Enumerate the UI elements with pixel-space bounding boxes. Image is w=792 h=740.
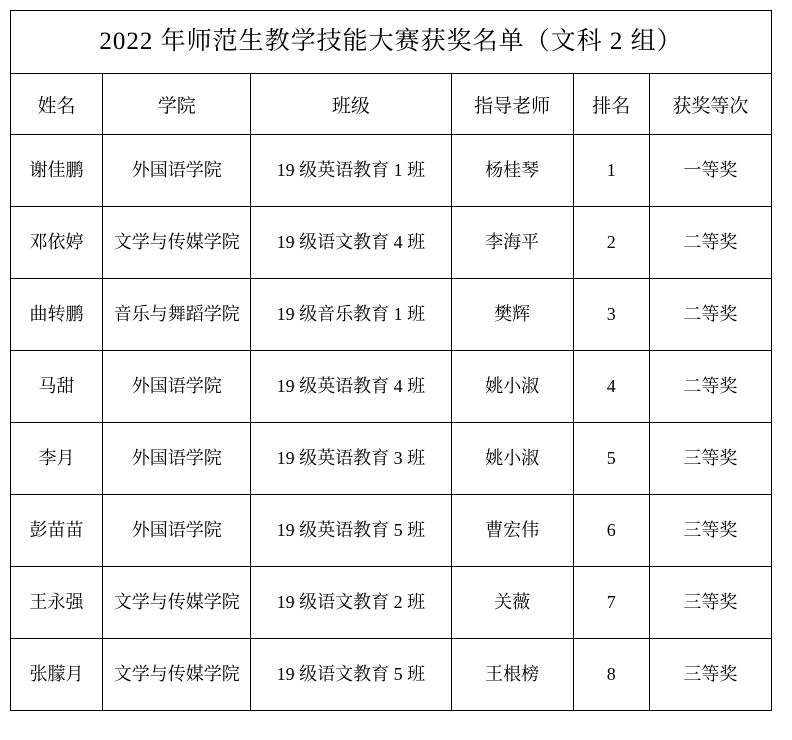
cell-teacher: 姚小淑 bbox=[451, 423, 573, 495]
table-row bbox=[11, 567, 772, 639]
cell-prize: 二等奖 bbox=[649, 207, 771, 279]
cell-rank: 4 bbox=[573, 351, 649, 423]
cell-teacher: 樊辉 bbox=[451, 279, 573, 351]
cell-rank: 2 bbox=[573, 207, 649, 279]
cell-prize: 三等奖 bbox=[649, 567, 771, 639]
cell-class: 19 级英语教育 1 班 bbox=[251, 135, 451, 207]
cell-class: 19 级语文教育 2 班 bbox=[251, 567, 451, 639]
page-title: 2022 年师范生教学技能大赛获奖名单（文科 2 组） bbox=[11, 11, 772, 74]
cell-name: 邓依婷 bbox=[11, 207, 103, 279]
cell-rank: 8 bbox=[573, 639, 649, 711]
cell-class: 19 级英语教育 4 班 bbox=[251, 351, 451, 423]
cell-class: 19 级语文教育 5 班 bbox=[251, 639, 451, 711]
column-header-rank: 排名 bbox=[573, 74, 649, 135]
table-row bbox=[11, 639, 772, 711]
cell-teacher: 李海平 bbox=[451, 207, 573, 279]
cell-college: 外国语学院 bbox=[103, 495, 251, 567]
cell-prize: 二等奖 bbox=[649, 279, 771, 351]
cell-college: 文学与传媒学院 bbox=[103, 567, 251, 639]
cell-college: 外国语学院 bbox=[103, 423, 251, 495]
cell-class: 19 级英语教育 5 班 bbox=[251, 495, 451, 567]
cell-name: 张朦月 bbox=[11, 639, 103, 711]
table-row bbox=[11, 351, 772, 423]
cell-name: 曲转鹏 bbox=[11, 279, 103, 351]
cell-college: 文学与传媒学院 bbox=[103, 207, 251, 279]
column-header-prize: 获奖等次 bbox=[649, 74, 771, 135]
cell-college: 外国语学院 bbox=[103, 351, 251, 423]
cell-college: 文学与传媒学院 bbox=[103, 639, 251, 711]
cell-class: 19 级英语教育 3 班 bbox=[251, 423, 451, 495]
column-header-name: 姓名 bbox=[11, 74, 103, 135]
cell-name: 马甜 bbox=[11, 351, 103, 423]
cell-teacher: 姚小淑 bbox=[451, 351, 573, 423]
cell-rank: 1 bbox=[573, 135, 649, 207]
cell-rank: 7 bbox=[573, 567, 649, 639]
cell-rank: 5 bbox=[573, 423, 649, 495]
cell-prize: 三等奖 bbox=[649, 423, 771, 495]
award-list-table bbox=[10, 10, 772, 711]
column-header-college: 学院 bbox=[103, 74, 251, 135]
table-row bbox=[11, 279, 772, 351]
column-header-teacher: 指导老师 bbox=[451, 74, 573, 135]
table-row bbox=[11, 135, 772, 207]
table-title-row bbox=[11, 11, 772, 74]
cell-name: 彭苗苗 bbox=[11, 495, 103, 567]
cell-college: 外国语学院 bbox=[103, 135, 251, 207]
cell-prize: 三等奖 bbox=[649, 495, 771, 567]
table-row bbox=[11, 495, 772, 567]
cell-prize: 三等奖 bbox=[649, 639, 771, 711]
cell-name: 谢佳鹏 bbox=[11, 135, 103, 207]
cell-college: 音乐与舞蹈学院 bbox=[103, 279, 251, 351]
cell-teacher: 王根榜 bbox=[451, 639, 573, 711]
cell-class: 19 级语文教育 4 班 bbox=[251, 207, 451, 279]
cell-rank: 3 bbox=[573, 279, 649, 351]
cell-teacher: 曹宏伟 bbox=[451, 495, 573, 567]
cell-name: 王永强 bbox=[11, 567, 103, 639]
cell-class: 19 级音乐教育 1 班 bbox=[251, 279, 451, 351]
cell-teacher: 杨桂琴 bbox=[451, 135, 573, 207]
table-header-row bbox=[11, 74, 772, 135]
document-page bbox=[0, 10, 792, 740]
cell-teacher: 关薇 bbox=[451, 567, 573, 639]
table-row bbox=[11, 207, 772, 279]
cell-name: 李月 bbox=[11, 423, 103, 495]
cell-rank: 6 bbox=[573, 495, 649, 567]
table-row bbox=[11, 423, 772, 495]
cell-prize: 一等奖 bbox=[649, 135, 771, 207]
column-header-class: 班级 bbox=[251, 74, 451, 135]
cell-prize: 二等奖 bbox=[649, 351, 771, 423]
